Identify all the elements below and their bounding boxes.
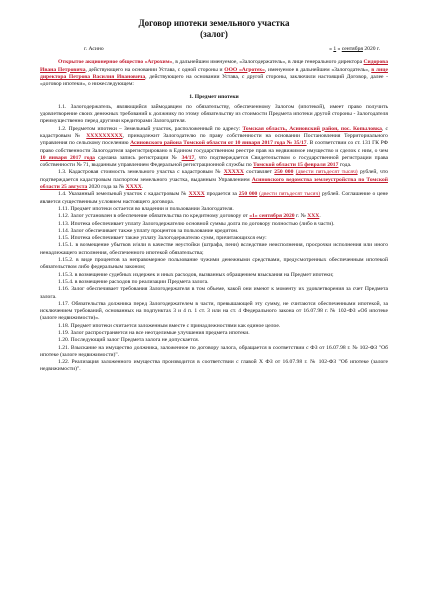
section-heading-1: 1. Предмет ипотеки	[189, 94, 239, 101]
clause-1-14: 1.14. Залог обеспечивает также уплату процентов за пользование кредитом.	[58, 227, 239, 234]
clause-1-3: 1.3. Кадастровая стоимость земельного участка с кадастровым № XXXXX составляет 250 000 (двести пятьдесят тысяч) рублей, что подтверждается кадастровым паспортом земельного участка, выданным Управлением Асиновского ведомства землеустройства по Томской области 25 августа 2020 года за № XXXX.	[40, 169, 389, 191]
pledgor-director: в лице директора Петрова Василия Ивановича	[40, 66, 388, 80]
clause-1-15-3: 1.15.3. в возмещение судебных издержек и иных расходов, вызванных обращением взыскания на Предмет ипотеки;	[58, 271, 334, 278]
date-day: 1	[333, 46, 337, 52]
clause-1-15-1: 1.15.1. в возмещение убытков и/или в качестве неустойки (штрафа, пени) вследствие неисполнения, просрочки исполнения или иного ненадлежащего исполнения, обеспеченного ипотекой обязательства;	[40, 242, 388, 256]
clause-1-2: 1.2. Предметом ипотеки – Земельный участок, расположенный по адресу: Томская область, Асиновский район, пос. Копыловка, с кадастровым № XXXXXXXXX, принадлежит Залогодателю по праву собственности на основании Постановления Территориального управления по сельскому поселению Асиновского района Томской области от 10 января 2017 года № 35/17. В соответствии со ст. 131 ГК РФ право собственности Залогодателя зарегистрировано в Едином государственном реестре прав на недвижимое имущество и сделок с ним, о чем 10 января 2017 года сделана запись регистрации № 34/17, что подтверждается Свидетельством о государственной регистрации права собственности № 71, выданным управлением Федеральной регистрационной службы по Томской области 15 февраля 2017 года.	[40, 125, 389, 169]
pledgee-company: Открытое акционерное общество «Агрохим»	[58, 59, 173, 66]
decree-reference: Асиновского района Томской области от 10 января 2017 года № 35/17	[130, 140, 307, 147]
pledgor-company: ООО «Агротех»	[224, 66, 265, 73]
loan-agreement-number: XXX	[307, 213, 320, 220]
clause-1-15-4: 1.15.4. в возмещение расходов по реализации Предмета залога.	[58, 278, 209, 285]
place-date-line	[84, 46, 380, 53]
issuing-department: Асиновского ведомства землеустройства по Томской области 25 августа	[40, 176, 388, 191]
clause-1-12: 1.12. Залог установлен в обеспечение обязательства по кредитному договору от «1» сентября 2020 г. № XXX.	[58, 213, 321, 220]
clause-1-19: 1.19. Залог распространяется на все неотделимые улучшения предмета ипотеки.	[58, 329, 250, 336]
certificate-region-date: Томской области 15 февраля 2017	[253, 162, 339, 169]
city: г. Асино	[84, 46, 104, 52]
clause-1-1: 1.1. Залогодержатель, являющийся займодавцем по обязательству, обеспеченному Залогом (ипотекой), имеет право получить удовлетворение своих денежных требований к должнику по этому обязательству из стоимости Предмета ипотеки другой стороны - Залогодателя преимущественно перед другими кредиторами Залогодателя.	[40, 103, 388, 125]
loan-agreement-date: «1» сентября 2020	[249, 213, 295, 220]
land-address: Томская область, Асиновский район, пос. Копыловка	[242, 125, 382, 132]
clause-1-22: 1.22. Реализация заложенного имущества производится в соответствии с главой X ФЗ от 16.07.98 г. № 102-ФЗ "Об ипотеке (залоге недвижимости)".	[40, 359, 388, 373]
clause-1-4: 1.4. Указанный земельный участок с кадастровым № XXXX продается за 250 000 (двести пятьдесят тысяч) рублей. Соглашение о цене является существенным условием настоящего договора.	[40, 191, 389, 205]
pledgee-director: Сидорова Ивана Петровича	[40, 59, 388, 73]
clause-1-18: 1.18. Предмет ипотеки считается заложенным вместе с принадлежностями как единое целое.	[58, 322, 281, 329]
document-title: Договор ипотеки земельного участка	[138, 18, 290, 28]
registration-date: 10 января 2017 года	[40, 154, 95, 161]
cadastral-number: XXXXXXXXX	[86, 132, 123, 139]
clause-1-13: 1.13. Ипотека обеспечивает уплату Залогодержателю основной суммы долга по договору полностью (либо в части).	[58, 220, 335, 227]
clause-1-15-2: 1.15.2. в виде процентов за неправомерное пользование чужими денежными средствами, предусмотренных обеспеченным ипотекой обязательством либо федеральным законом;	[40, 257, 388, 271]
preamble: Открытое акционерное общество «Агрохим», в дальнейшем именуемое, «Залогодержатель», в лице генерального директора Сидорова Ивана Петровича, действующего на основании Устава, с одной стороны и ООО «Агротех», именуемое в дальнейшем «Залогодатель», в лице директора Петрова Василия Ивановича, действующего на основании Устава, с другой стороны, заключили настоящий Договор, далее - «договор ипотеки», о нижеследующем:	[40, 59, 388, 88]
cadastral-value: 250 000	[274, 169, 294, 176]
contract-date: « 1 » сентября 2020 г.	[329, 46, 380, 52]
clause-1-11: 1.11. Предмет ипотеки остается во владении и пользовании Залогодателя.	[58, 205, 234, 212]
clause-1-21: 1.21. Взыскание на имущество должника, заложенное по договору залога, обращается в соответствии с ФЗ от 16.07.98 г. № 102-ФЗ "Об ипотеке (залоге недвижимости)".	[40, 344, 388, 358]
clause-1-16: 1.16. Залог обеспечивает требования Залогодержателя в том объеме, какой они имеют к моменту их удовлетворения за счет Предмета залога.	[40, 286, 388, 300]
clause-1-20: 1.20. Последующий залог Предмета залога не допускается.	[58, 337, 200, 344]
clause-1-17: 1.17. Обязательства должника перед Залогодержателем в части, превышающей эту сумму, не считаются обеспеченными ипотекой, за исключением требований, основанных на подпунктах 3 и 4 п. 1 ст. 3 или на ст. 4 Федерального закона от 16.07.98 г. № 102-ФЗ «Об ипотеке (залоге недвижимости)».	[40, 300, 388, 322]
date-year: 2020 г.	[364, 46, 380, 52]
registration-number: 34/17	[181, 154, 195, 161]
clause-1-15: 1.15. Ипотека обеспечивает также уплату Залогодержателю сумм, причитающихся ему:	[58, 235, 267, 242]
date-month: сентября	[341, 46, 363, 52]
document-subtitle: (залог)	[200, 29, 228, 39]
sale-price: 250 000	[238, 191, 258, 198]
